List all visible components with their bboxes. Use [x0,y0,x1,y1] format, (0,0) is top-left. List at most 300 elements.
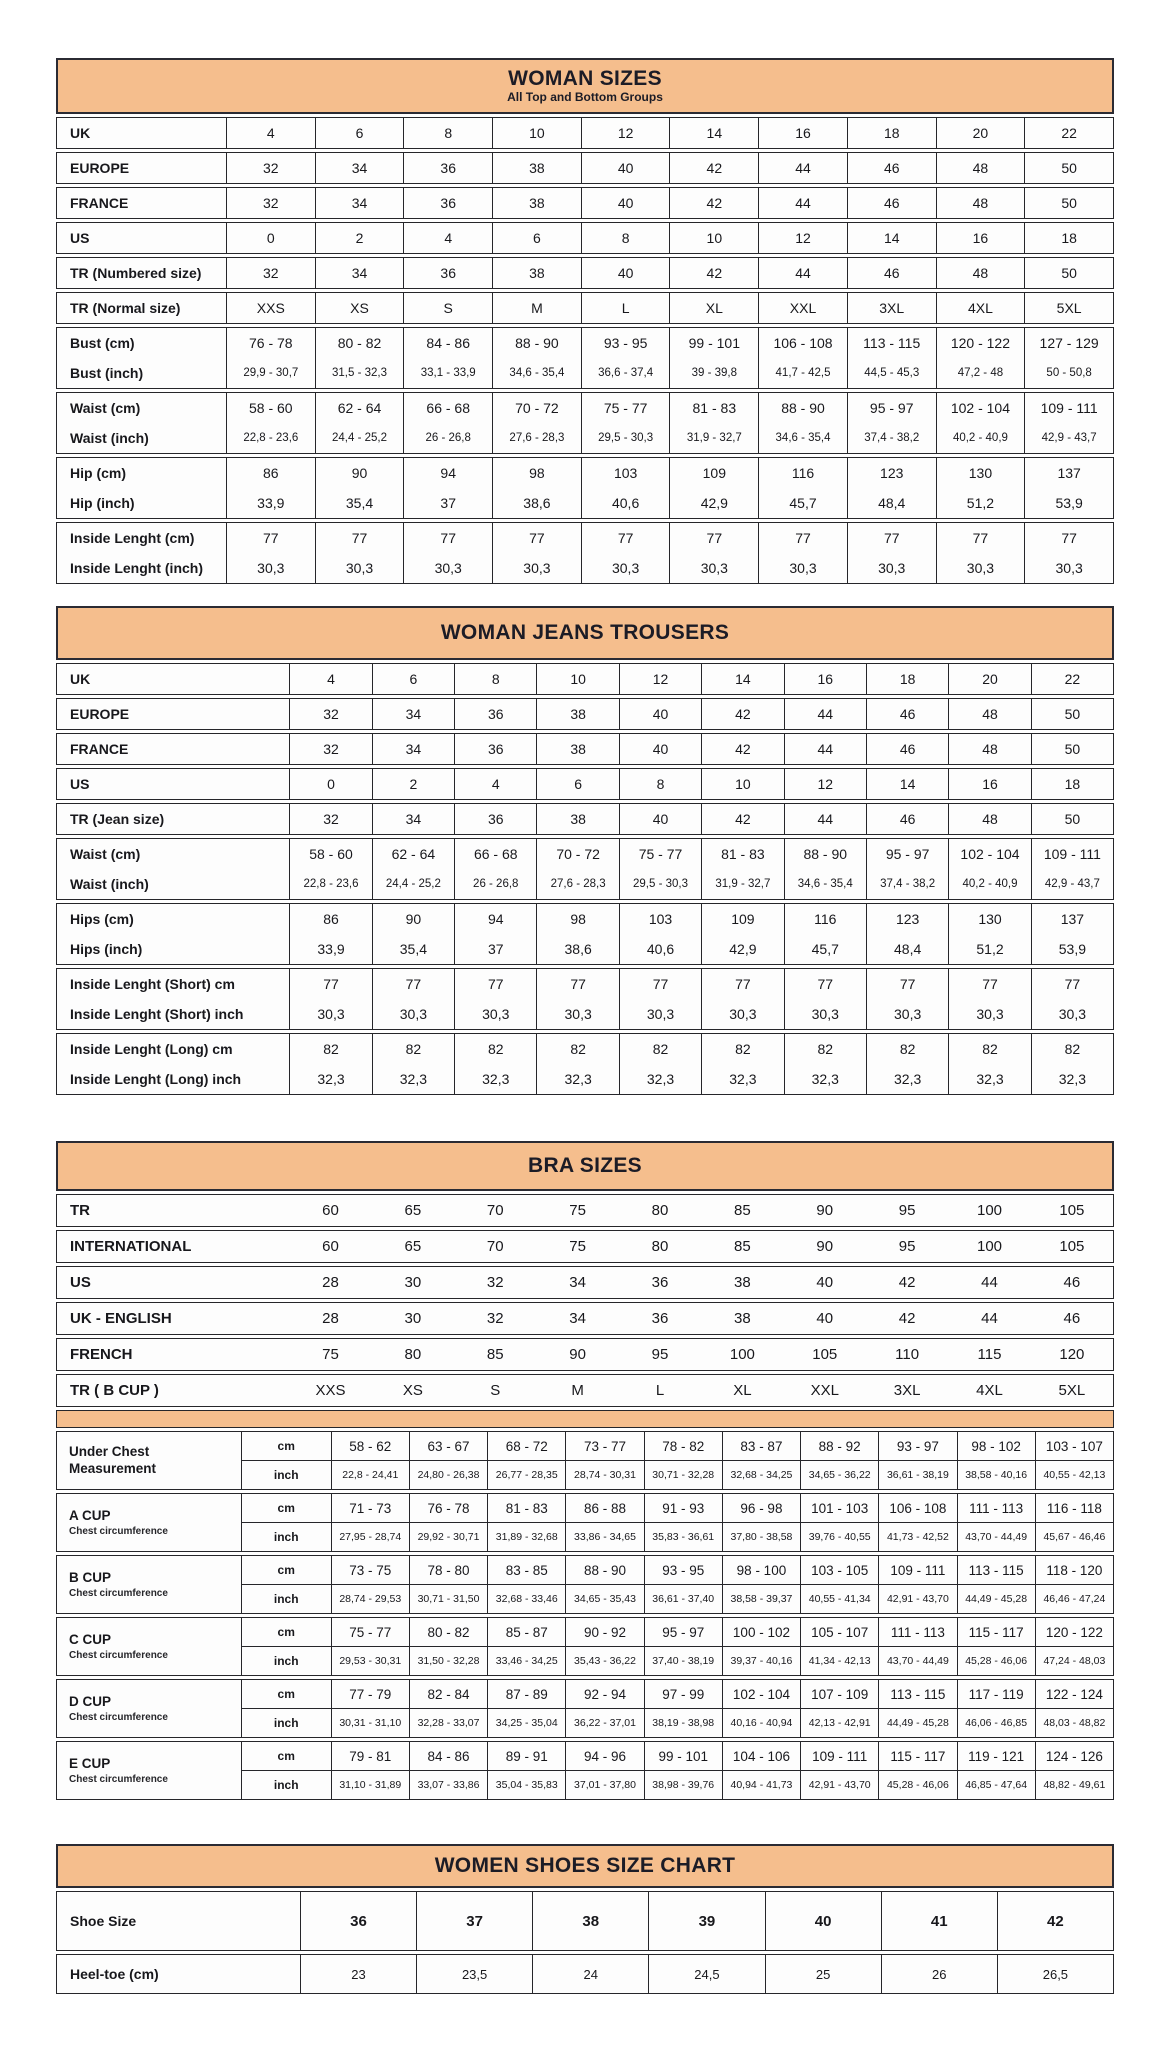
cell-value: 109 - 111 [1031,839,1113,869]
table-row [57,1231,1113,1262]
row-label: C CUP Chest circumference [57,1618,242,1675]
cell-value: 93 - 95 [644,1556,722,1584]
cell-value: 42 [701,734,783,764]
cell-value: 14 [669,118,758,148]
cell-value: 51,2 [936,488,1025,518]
table-row [57,1892,1113,1950]
cell-value: 82 [1031,1034,1113,1064]
cell-value: 40 [816,1310,834,1327]
cell-value: 115 - 117 [878,1742,956,1770]
cell-value: 40 [765,1892,881,1950]
cell-value: 88 - 92 [800,1432,878,1460]
table-row-group [56,257,1114,289]
cell-value: 106 - 108 [758,328,847,358]
cell-value: 42,9 - 43,7 [1024,423,1113,453]
cell-value: 46 [847,258,936,288]
cell-value: 29,9 - 30,7 [226,358,315,388]
cell-value: 36,22 - 37,01 [565,1709,643,1737]
cell-value: 41,7 - 42,5 [758,358,847,388]
cell-value: 130 [936,458,1025,488]
cell-value: 36 [651,1310,669,1327]
cell-value: 73 - 75 [331,1556,409,1584]
cell-value: 92 - 94 [565,1680,643,1708]
cell-value: 33,07 - 33,86 [409,1771,487,1799]
cell-value: 99 - 101 [669,328,758,358]
cell-value: 30,3 [315,553,404,583]
cell-value: 42 [898,1274,916,1291]
table-row-group [56,1302,1114,1335]
row-label: TR (Jean size) [70,811,165,827]
cell-value: 37 [454,934,536,964]
cell-value: 42 [669,153,758,183]
cell-value: 109 - 111 [800,1742,878,1770]
table-row [242,1522,1113,1551]
cell-value: 85 [734,1202,751,1219]
cell-value: 58 - 62 [331,1432,409,1460]
cell-value: 40,94 - 41,73 [722,1771,800,1799]
cell-value: 22,8 - 23,6 [226,423,315,453]
cell-value: 22 [1024,118,1113,148]
cell-value: 30,3 [226,553,315,583]
row-label: UK - ENGLISH [70,1310,172,1327]
cell-value: 70 - 72 [492,393,581,423]
cell-value: 117 - 119 [957,1680,1035,1708]
cell-value: 30,3 [492,553,581,583]
cell-value: 36 [403,188,492,218]
table-row-group [56,1493,1114,1552]
cell-value: 44 [758,258,847,288]
cell-value: 32,3 [619,1064,701,1094]
cell-value: 75 - 77 [581,393,670,423]
cell-value: 48 [936,188,1025,218]
table-row-group [56,1891,1114,1951]
cell-value: 38,19 - 38,98 [644,1709,722,1737]
cell-value: 122 - 124 [1035,1680,1113,1708]
cell-value: 120 - 122 [936,328,1025,358]
cell-value: 77 [619,969,701,999]
row-label: INTERNATIONAL [70,1238,192,1255]
cell-value: 30,3 [758,553,847,583]
table-row-group [56,1374,1114,1407]
cell-value: 22 [1031,664,1113,694]
cell-value: 45,28 - 46,06 [878,1771,956,1799]
cell-value: 30,3 [581,553,670,583]
table-row-group [56,457,1114,519]
cell-value: 105 [812,1346,838,1363]
cell-value: 102 - 104 [722,1680,800,1708]
cell-value: 116 - 118 [1035,1494,1113,1522]
cell-value: 23 [300,1955,416,1993]
cell-value: 36,61 - 38,19 [878,1461,956,1489]
cell-value: 30,71 - 31,50 [409,1585,487,1613]
cell-value: 34,65 - 35,43 [565,1585,643,1613]
cell-value: 90 [569,1346,586,1363]
row-label: Shoe Size [70,1913,137,1929]
cell-value: 16 [948,769,1030,799]
table-title: WOMAN SIZES [508,67,662,91]
cell-value: 73 - 77 [565,1432,643,1460]
cell-value: 30,3 [403,553,492,583]
cell-value: 109 [669,458,758,488]
cell-value: 77 [1031,969,1113,999]
cell-value: XS [402,1382,423,1399]
cell-value: 44,5 - 45,3 [847,358,936,388]
cell-value: 111 - 113 [878,1618,956,1646]
cell-value: 77 [372,969,454,999]
cell-value: 66 - 68 [454,839,536,869]
cell-value: 60 [322,1238,339,1255]
cell-value: 123 [847,458,936,488]
cell-value: 82 [619,1034,701,1064]
cell-value: 30,3 [289,999,371,1029]
row-label: Bust (inch) [70,365,144,381]
cell-value: 44,49 - 45,28 [878,1709,956,1737]
cell-value: 32 [226,258,315,288]
cell-value: 16 [936,223,1025,253]
row-label: Hip (inch) [70,495,135,511]
cell-value: 33,9 [289,934,371,964]
cell-value: 99 - 101 [644,1742,722,1770]
cell-value: 8 [403,118,492,148]
table-row-group [56,1679,1114,1738]
row-label: Bust (cm) [70,335,135,351]
table-row [242,1618,1113,1646]
table-row-group [56,392,1114,454]
table-row-group [56,838,1114,900]
cell-value: 27,6 - 28,3 [492,423,581,453]
cell-value: 31,9 - 32,7 [669,423,758,453]
cell-value: XXL [758,293,847,323]
cell-value: 115 - 117 [957,1618,1035,1646]
table-row [57,1339,1113,1370]
table-row-group [56,152,1114,184]
cell-value: 45,7 [784,934,866,964]
cell-value: 8 [581,223,670,253]
cell-value: 77 [866,969,948,999]
cell-value: 41,34 - 42,13 [800,1647,878,1675]
row-label: A CUP Chest circumference [57,1494,242,1551]
cell-value: 14 [866,769,948,799]
cell-value: 87 - 89 [487,1680,565,1708]
unit-label: cm [277,1625,295,1639]
cell-value: 48 [936,258,1025,288]
row-label: EUROPE [70,706,130,722]
row-label: Waist (cm) [70,846,141,862]
cell-value: 41,73 - 42,52 [878,1523,956,1551]
cell-value: 90 - 92 [565,1618,643,1646]
cell-value: 86 [226,458,315,488]
cell-value: 28,74 - 29,53 [331,1585,409,1613]
cell-value: 95 [898,1238,916,1255]
table-title: BRA SIZES [528,1154,642,1178]
cell-value: 30,3 [669,553,758,583]
table-title: WOMAN JEANS TROUSERS [440,621,730,645]
cell-value: 94 - 96 [565,1742,643,1770]
cell-value: 31,50 - 32,28 [409,1647,487,1675]
cell-value: 22,8 - 24,41 [331,1461,409,1489]
cell-value: 4XL [936,293,1025,323]
cell-value: 42,9 [669,488,758,518]
cell-value: 50 [1024,188,1113,218]
cell-value: 110 [895,1346,920,1363]
cell-value: 46 [1063,1310,1081,1327]
cell-value: 40,2 - 40,9 [948,869,1030,899]
unit-label: inch [273,1654,299,1668]
table-row [57,553,1113,583]
cell-value: S [403,293,492,323]
cell-value: 24,4 - 25,2 [372,869,454,899]
cell-value: 26 [881,1955,997,1993]
row-sublabel: Chest circumference [69,1588,168,1600]
cell-value: 10 [492,118,581,148]
cell-value: 32,68 - 34,25 [722,1461,800,1489]
cell-value: 36,6 - 37,4 [581,358,670,388]
cell-value: 24,4 - 25,2 [315,423,404,453]
cell-value: 18 [866,664,948,694]
cell-value: 42,9 [701,934,783,964]
cell-value: 109 - 111 [1024,393,1113,423]
cell-value: 95 - 97 [866,839,948,869]
cell-value: 98 [492,458,581,488]
table-row-group [56,117,1114,149]
cell-value: 103 - 107 [1035,1432,1113,1460]
cell-value: 37 [416,1892,532,1950]
cell-value: 68 - 72 [487,1432,565,1460]
cell-value: 12 [784,769,866,799]
unit-label: inch [273,1468,299,1482]
table-row-group [56,187,1114,219]
row-label: Inside Lenght (Short) cm [70,976,235,992]
cell-value: 40 [619,804,701,834]
cell-value: 82 [784,1034,866,1064]
table-row-group [56,803,1114,835]
cell-value: 32,68 - 33,46 [487,1585,565,1613]
cell-value: 37,01 - 37,80 [565,1771,643,1799]
cell-value: 20 [936,118,1025,148]
table-row [57,328,1113,358]
table-row-group [56,1431,1114,1490]
cell-value: 78 - 82 [644,1432,722,1460]
cell-value: 44 [784,699,866,729]
cell-value: 14 [701,664,783,694]
cell-value: 4 [226,118,315,148]
cell-value: 58 - 60 [289,839,371,869]
cell-value: 38 [536,734,618,764]
table-row [57,458,1113,488]
cell-value: 80 [404,1346,422,1363]
cell-value: 10 [669,223,758,253]
cell-value: 34,6 - 35,4 [492,358,581,388]
cell-value: 32,3 [701,1064,783,1094]
cell-value: 32 [486,1274,504,1291]
table-row [57,999,1113,1029]
table-header [56,58,1114,114]
cell-value: 12 [581,118,670,148]
cell-value: 34 [372,699,454,729]
table-header [56,606,1114,660]
cell-value: 77 [289,969,371,999]
cell-value: 137 [1031,904,1113,934]
table-row [242,1494,1113,1522]
cell-value: 30 [404,1310,422,1327]
cell-value: 81 - 83 [487,1494,565,1522]
cell-value: 32 [486,1310,504,1327]
cell-value: 85 - 87 [487,1618,565,1646]
row-sublabel: Chest circumference [69,1774,168,1786]
cell-value: 40 [581,188,670,218]
cell-value: 30,3 [701,999,783,1029]
cell-value: 38 [492,188,581,218]
cell-value: 4XL [976,1382,1003,1399]
cell-value: 32,3 [372,1064,454,1094]
table-row [57,393,1113,423]
cell-value: 32,3 [784,1064,866,1094]
separator-band [56,1410,1114,1428]
cell-value: 39 - 39,8 [669,358,758,388]
row-label: Inside Lenght (Short) inch [70,1006,244,1022]
table-row-group [56,968,1114,1030]
table-row [57,258,1113,288]
cell-value: 82 [701,1034,783,1064]
cell-value: 40 [581,153,670,183]
cell-value: 37,4 - 38,2 [866,869,948,899]
table-row-group [56,1230,1114,1263]
table-row [57,839,1113,869]
table-row-group [56,663,1114,695]
table-woman-sizes [56,58,1114,584]
cell-value: 44 [784,804,866,834]
cell-value: XL [733,1382,752,1399]
cell-value: 60 [322,1202,339,1219]
cell-value: 26 - 26,8 [403,423,492,453]
cell-value: 3XL [893,1382,921,1399]
cell-value: 37,80 - 38,58 [722,1523,800,1551]
cell-value: 16 [758,118,847,148]
cell-value: 39,76 - 40,55 [800,1523,878,1551]
cell-value: 33,9 [226,488,315,518]
row-label: Heel-toe (cm) [70,1966,159,1982]
cell-value: 34 [315,188,404,218]
table-row-group [56,1194,1114,1227]
cell-value: 82 [454,1034,536,1064]
cell-value: 29,5 - 30,3 [619,869,701,899]
cell-value: 0 [289,769,371,799]
cell-value: 80 - 82 [409,1618,487,1646]
cell-value: 32,28 - 33,07 [409,1709,487,1737]
cell-value: 75 [569,1238,586,1255]
cell-value: 28 [322,1310,339,1327]
cell-value: 42 [669,188,758,218]
unit-label: cm [277,1563,295,1577]
cell-value: 77 [847,523,936,553]
table-row [57,488,1113,518]
cell-value: 38,6 [536,934,618,964]
row-label: Waist (inch) [70,430,149,446]
cell-value: 105 [1059,1238,1085,1255]
cell-value: 105 - 107 [800,1618,878,1646]
cell-value: 85 [734,1238,751,1255]
unit-label: cm [277,1439,295,1453]
cell-value: 65 [404,1238,422,1255]
cell-value: 26,77 - 28,35 [487,1461,565,1489]
cell-value: 18 [1024,223,1113,253]
cell-value: 2 [315,223,404,253]
cell-value: 137 [1024,458,1113,488]
cell-value: 95 [898,1202,916,1219]
cell-value: 83 - 85 [487,1556,565,1584]
cell-value: 71 - 73 [331,1494,409,1522]
table-row [57,358,1113,388]
cell-value: 2 [372,769,454,799]
cell-value: 107 - 109 [800,1680,878,1708]
cell-value: 44 [981,1310,998,1327]
cell-value: 29,53 - 30,31 [331,1647,409,1675]
cell-value: 25 [765,1955,881,1993]
table-row-group [56,1033,1114,1095]
cell-value: 120 [1059,1346,1085,1363]
table-row [57,523,1113,553]
row-label: TR [70,1202,90,1219]
cell-value: 77 [701,969,783,999]
cell-value: XXL [810,1382,839,1399]
cell-value: 41 [881,1892,997,1950]
cell-value: 40,2 - 40,9 [936,423,1025,453]
cell-value: 46,85 - 47,64 [957,1771,1035,1799]
cell-value: 34,65 - 36,22 [800,1461,878,1489]
table-bra-sizes [56,1141,1114,1800]
cell-value: 32,3 [536,1064,618,1094]
cell-value: 86 - 88 [565,1494,643,1522]
cell-value: 77 [784,969,866,999]
cell-value: 34 [372,734,454,764]
table-row [242,1460,1113,1489]
cell-value: 44 [758,188,847,218]
cell-value: 77 [403,523,492,553]
table-row-group [56,292,1114,324]
cell-value: 32 [289,699,371,729]
cell-value: 50 [1031,734,1113,764]
cell-value: 32 [226,188,315,218]
cell-value: 90 [816,1202,834,1219]
cell-value: 42 [898,1310,916,1327]
table-row [57,934,1113,964]
cell-value: 33,86 - 34,65 [565,1523,643,1551]
unit-label: inch [273,1592,299,1606]
cell-value: 30,3 [454,999,536,1029]
cell-value: 98 [536,904,618,934]
cell-value: 124 - 126 [1035,1742,1113,1770]
table-row [57,153,1113,183]
cell-value: 81 - 83 [669,393,758,423]
row-label: US [70,776,90,792]
cell-value: 6 [492,223,581,253]
cell-value: 30,3 [372,999,454,1029]
cell-value: 3XL [847,293,936,323]
cell-value: 44,49 - 45,28 [957,1585,1035,1613]
table-row-group [56,222,1114,254]
cell-value: 82 [948,1034,1030,1064]
cell-value: 27,6 - 28,3 [536,869,618,899]
cell-value: 70 - 72 [536,839,618,869]
cell-value: 44 [784,734,866,764]
cell-value: 36,61 - 37,40 [644,1585,722,1613]
table-row [242,1646,1113,1675]
cell-value: 116 [758,458,847,488]
cell-value: 39,37 - 40,16 [722,1647,800,1675]
cell-value: 35,83 - 36,61 [644,1523,722,1551]
cell-value: 113 - 115 [878,1680,956,1708]
cell-value: 76 - 78 [226,328,315,358]
